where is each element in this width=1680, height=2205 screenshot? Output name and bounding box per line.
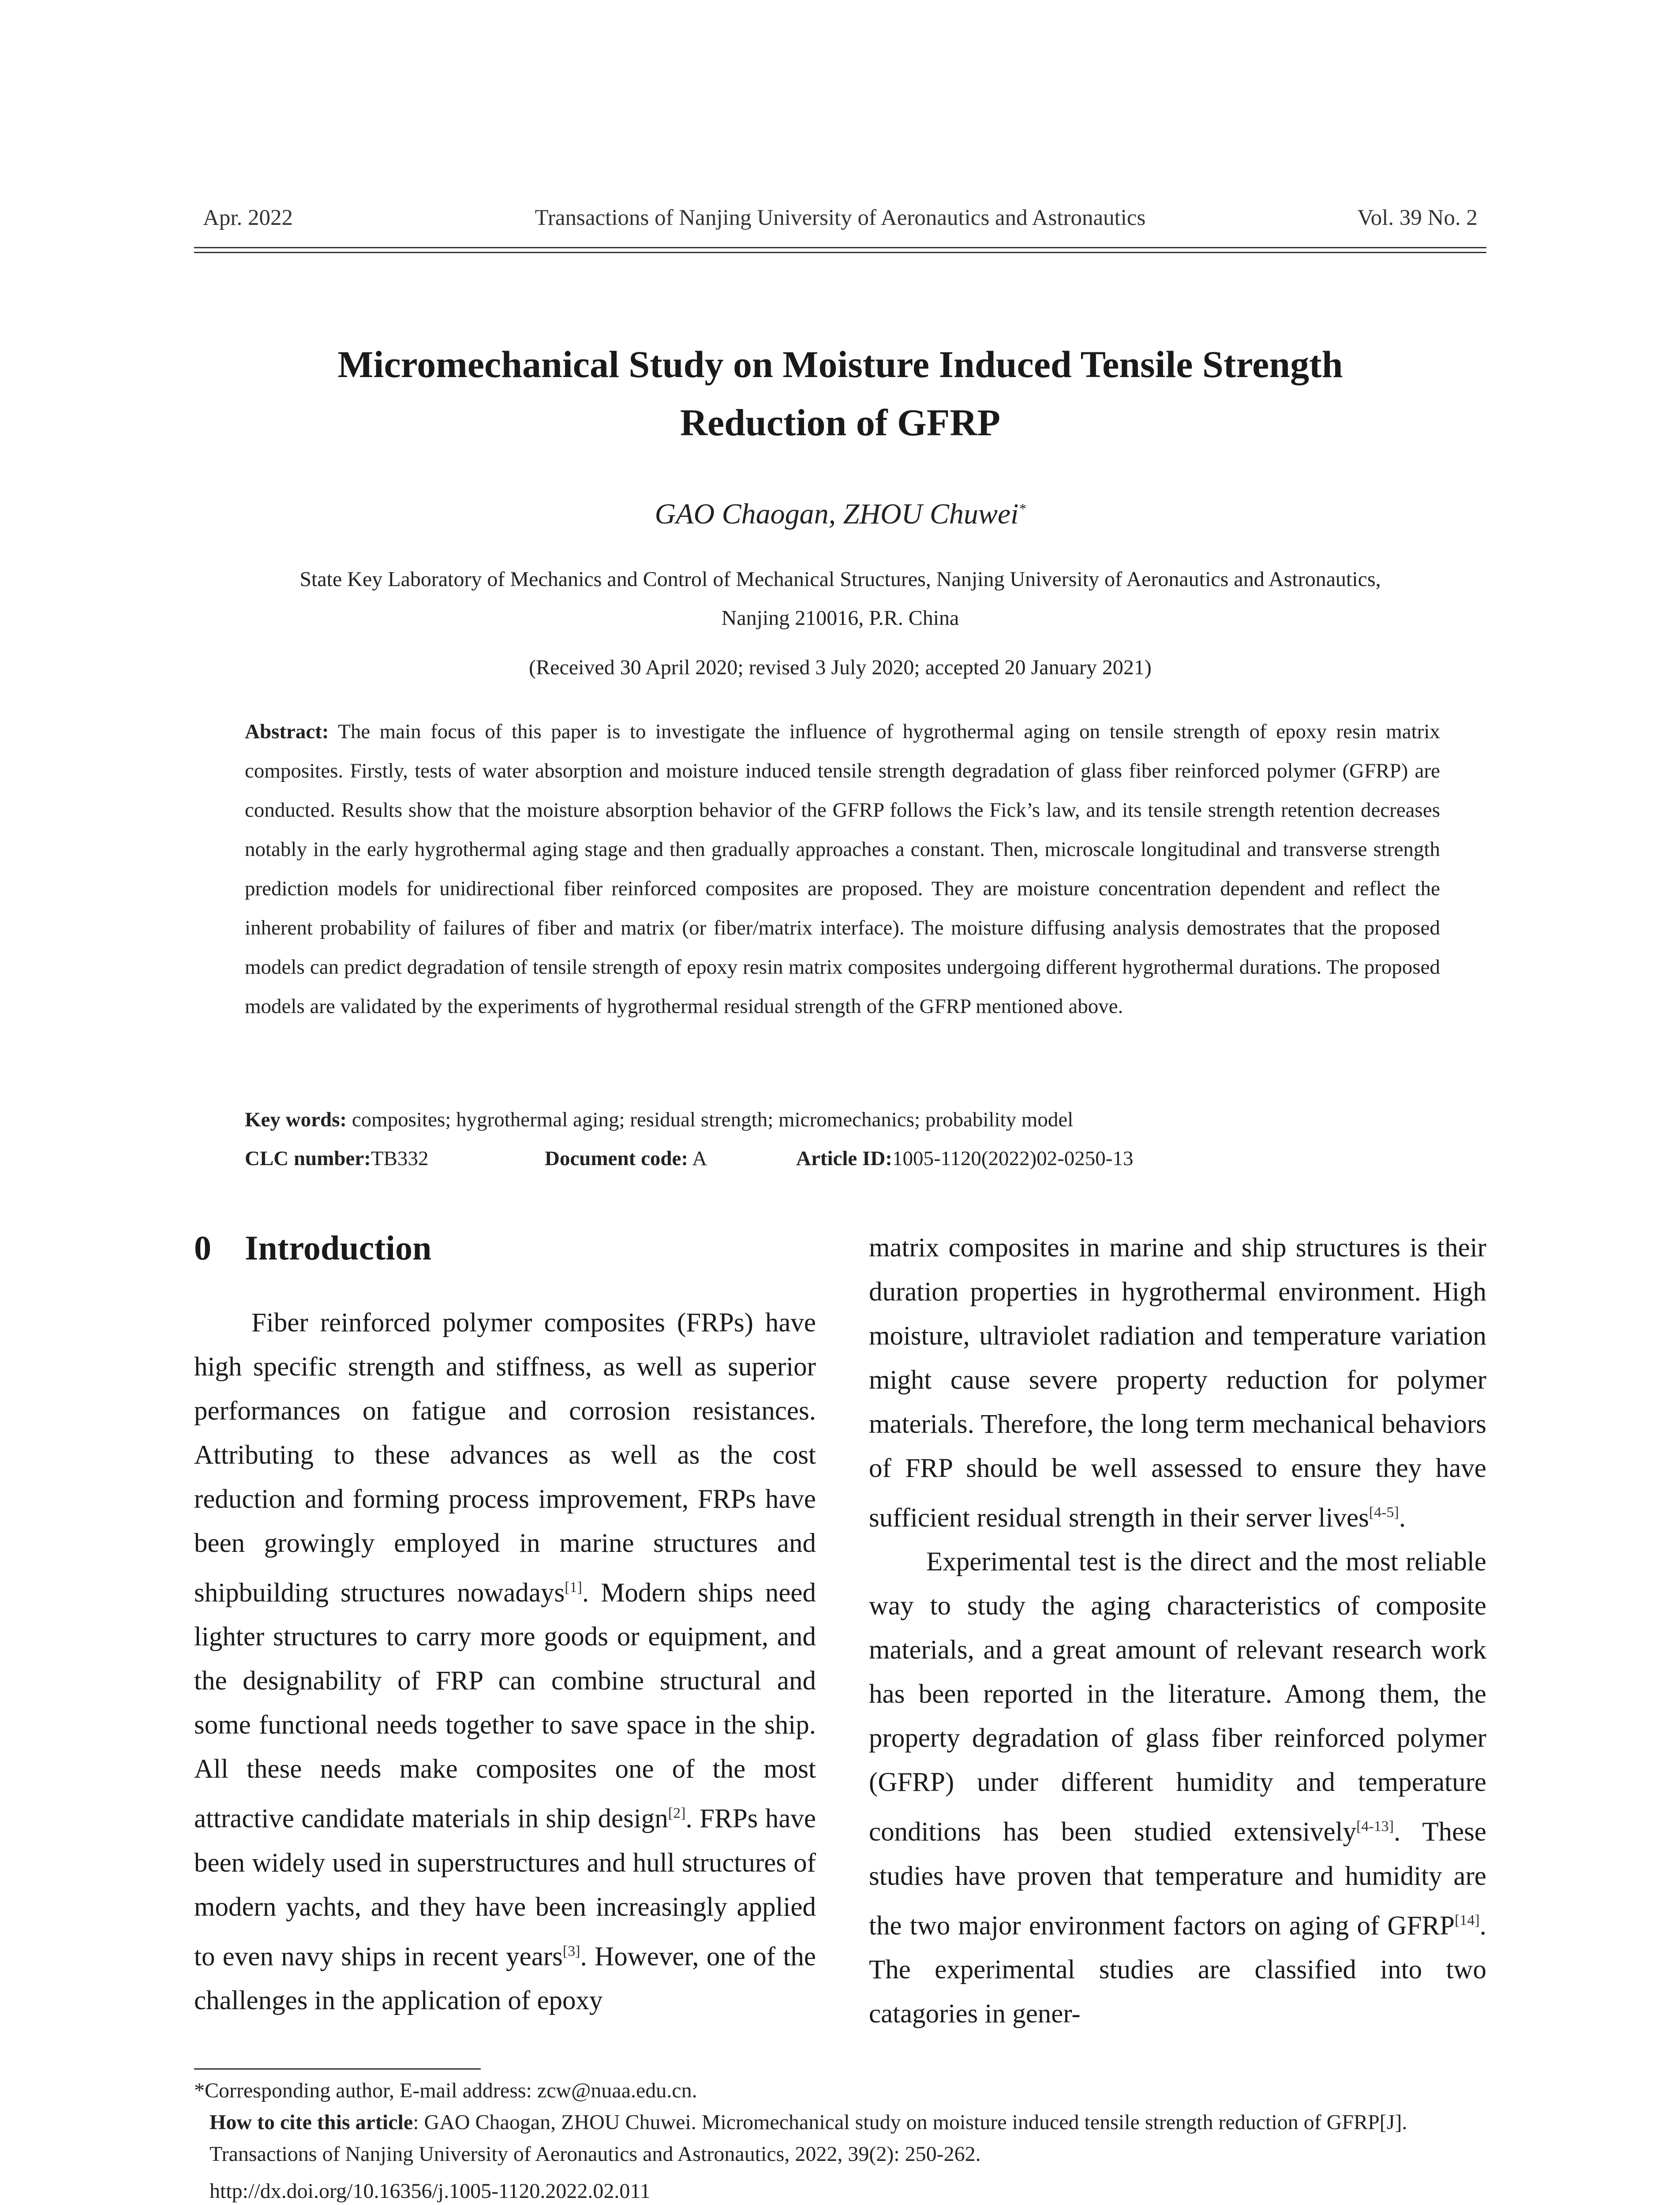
- classification-row: [245, 1147, 1440, 1177]
- author-first: GAO Chaogan: [655, 498, 829, 530]
- intro-paragraph-2: [869, 1540, 1486, 2036]
- header-volume: Vol. 39 No. 2: [1357, 206, 1478, 230]
- article-label: Article ID:: [796, 1147, 892, 1170]
- intro-text-b: . Modern ships need lighter structures to carry more goods or equipment, and the designability of FRP can combine structural and some functional needs together to save space in the ship. All these needs make composites one of the most attractive candidate materials in ship design: [194, 1578, 816, 1834]
- received-dates: (Received 30 April 2020; revised 3 July 2020; accepted 20 January 2021): [529, 656, 1152, 679]
- author-list: [194, 497, 1486, 531]
- article-value: 1005-1120(2022)02-0250-13: [892, 1147, 1134, 1170]
- header-date: Apr. 2022: [203, 206, 293, 230]
- abstract: [245, 712, 1440, 1026]
- footnote-rule: [194, 2068, 481, 2070]
- citation-ref[interactable]: [14]: [1455, 1912, 1480, 1928]
- intro-paragraph-1: [194, 1301, 816, 2023]
- section-heading: [194, 1226, 816, 1270]
- right-text-b: Experimental test is the direct and the most reliable way to study the aging characteristics of composite materials, and a great amount of relevant research work has been reported in the literature. Among them, the property degradation of glass fiber reinforced polymer (GFRP) under different humidity and temperature conditions has been studied extensively: [869, 1547, 1486, 1847]
- affiliation-line-1: State Key Laboratory of Mechanics and Control of Mechanical Structures, Nanjing University of Aeronautics and Astronautics,: [299, 568, 1381, 591]
- right-text-a: matrix composites in marine and ship structures is their duration properties in hygrothermal environment. High moisture, ultraviolet radiation and temperature variation might cause severe property reduction for polymer materials. Therefore, the long term mechanical behaviors of FRP should be well assessed to ensure they have sufficient residual strength in their server lives: [869, 1233, 1486, 1533]
- doc-value: A: [692, 1147, 707, 1170]
- citation-ref[interactable]: [2]: [668, 1805, 686, 1822]
- affiliation: [185, 560, 1495, 638]
- cite-label: How to cite this article: [210, 2111, 413, 2134]
- intro-paragraph-1-continued: [869, 1226, 1486, 1540]
- author-second: ZHOU Chuwei: [843, 498, 1019, 530]
- how-to-cite: [194, 2107, 1486, 2170]
- right-text-d: . The experimental studies are classified into two catagories in gener-: [869, 1910, 1486, 2029]
- keywords: [245, 1108, 1440, 1132]
- title-line-2: Reduction of GFRP: [680, 401, 1001, 444]
- right-column: [869, 1226, 1486, 2036]
- clc-number: [245, 1147, 429, 1170]
- doc-label: Document code:: [545, 1147, 688, 1170]
- left-column: [194, 1226, 816, 2023]
- footnote: [194, 2075, 1486, 2205]
- section-title: Introduction: [245, 1229, 432, 1267]
- abstract-label: Abstract:: [245, 720, 329, 743]
- cite-text: : GAO Chaogan, ZHOU Chuwei. Micromechanical study on moisture induced tensile strength reduction of GFRP[J]. Transactions of Nanjing University of Aeronautics and Astronautics, 2022, 39(2): 250-262.: [210, 2111, 1407, 2166]
- paper-title: [194, 335, 1486, 452]
- article-id: [796, 1147, 1133, 1170]
- clc-value: TB332: [370, 1147, 429, 1170]
- intro-text-c: . FRPs have been widely used in superstructures and hull structures of modern yachts, and they have been increasingly applied to even navy ships in recent years: [194, 1804, 816, 1971]
- corresponding-mark: *: [1018, 501, 1026, 516]
- header-double-rule: [194, 247, 1486, 253]
- right-text-c: . These studies have proven that temperature and humidity are the two major environment factors on aging of GFRP: [869, 1817, 1486, 1940]
- keywords-label: Key words:: [245, 1108, 347, 1131]
- section-number: 0: [194, 1229, 211, 1267]
- citation-ref[interactable]: [3]: [562, 1943, 580, 1959]
- right-text-a-end: .: [1399, 1503, 1406, 1533]
- doi-link[interactable]: http://dx.doi.org/10.16356/j.1005-1120.2022.02.011: [210, 2179, 651, 2203]
- affiliation-line-2: Nanjing 210016, P.R. China: [721, 606, 959, 630]
- citation-ref[interactable]: [4-5]: [1369, 1504, 1399, 1521]
- citation-ref[interactable]: [1]: [565, 1579, 582, 1596]
- citation-ref[interactable]: [4-13]: [1356, 1818, 1394, 1835]
- running-header: [194, 205, 1486, 236]
- intro-text-a: Fiber reinforced polymer composites (FRPs) have high specific strength and stiffness, as well as superior performances on fatigue and corrosion resistances. Attributing to these advances as well as the cost reduction and forming process improvement, FRPs have been growingly employed in marine structures and shipbuilding structures nowadays: [194, 1308, 816, 1608]
- header-journal: Transactions of Nanjing University of Aeronautics and Astronautics: [535, 206, 1146, 230]
- clc-label: CLC number:: [245, 1147, 371, 1170]
- title-line-1: Micromechanical Study on Moisture Induced Tensile Strength: [337, 343, 1343, 385]
- abstract-text: The main focus of this paper is to investigate the influence of hygrothermal aging on tensile strength of epoxy resin matrix composites. Firstly, tests of water absorption and moisture induced tensile strength degradation of glass fiber reinforced polymer (GFRP) are conducted. Results show that the moisture absorption behavior of the GFRP follows the Fick’s law, and its tensile strength retention decreases notably in the early hygrothermal aging stage and then gradually approaches a constant. Then, microscale longitudinal and transverse strength prediction models for unidirectional fiber reinforced composites are proposed. They are moisture concentration dependent and reflect the inherent probability of failures of fiber and matrix (or fiber/matrix interface). The moisture diffusing analysis demostrates that the proposed models can predict degradation of tensile strength of epoxy resin matrix composites undergoing different hygrothermal durations. The proposed models are validated by the experiments of hygrothermal residual strength of the GFRP mentioned above.: [245, 720, 1440, 1018]
- author-separator: ,: [828, 498, 843, 530]
- document-code: [545, 1147, 707, 1170]
- intro-text-d: . However, one of the challenges in the application of epoxy: [194, 1941, 816, 2015]
- keywords-text: composites; hygrothermal aging; residual strength; micromechanics; probability model: [352, 1108, 1074, 1131]
- corresponding-author: *Corresponding author, E-mail address: zcw@nuaa.edu.cn.: [194, 2079, 697, 2102]
